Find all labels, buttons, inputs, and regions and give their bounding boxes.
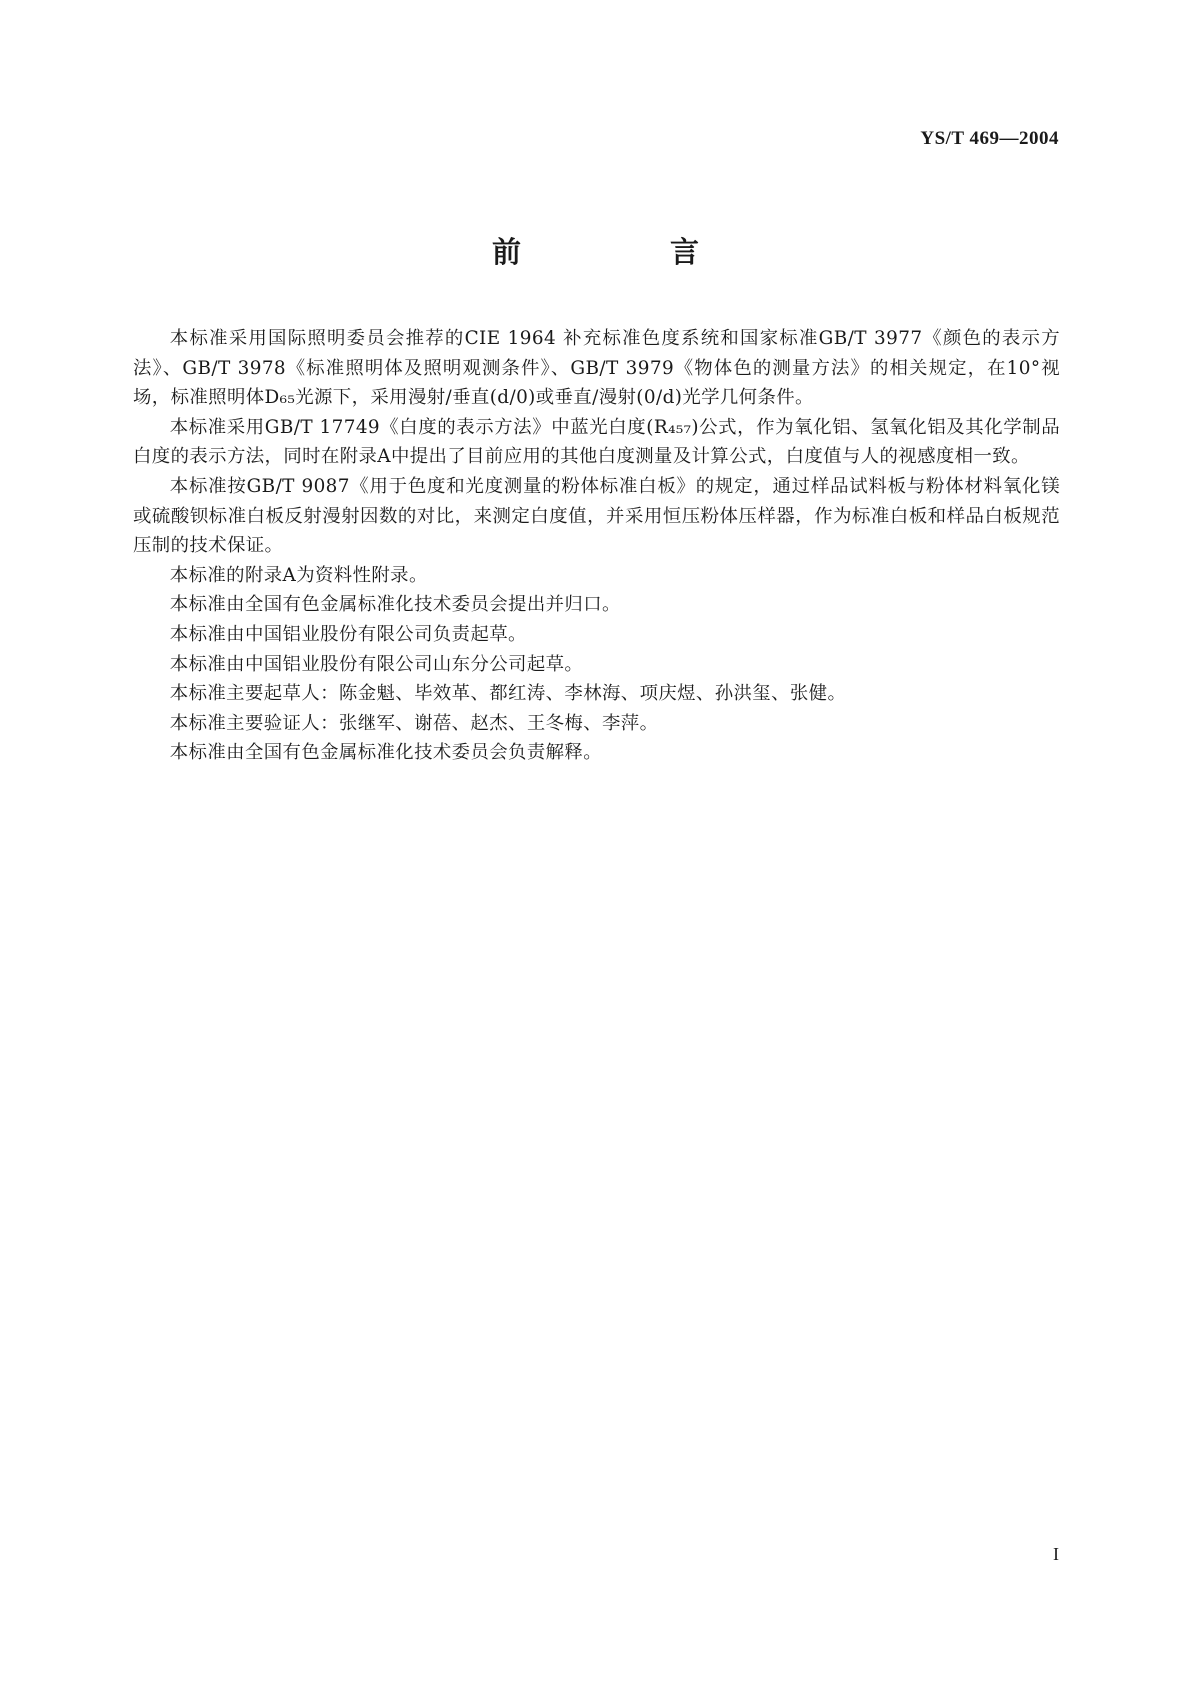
- paragraph: 本标准由全国有色金属标准化技术委员会负责解释。: [169, 742, 602, 764]
- page-title: 前 言: [491, 235, 759, 269]
- standard-number: YS/T 469—2004: [920, 128, 1059, 149]
- paragraph: 本标准主要起草人：陈金魁、毕效革、都红涛、李林海、项庆煜、孙洪玺、张健。: [169, 683, 847, 705]
- paragraph: 本标准采用GB/T 17749《白度的表示方法》中蓝光白度(R₄₅₇)公式，作为氧化铝、氢氧化铝及其化学制品白度的表示方法，同时在附录A中提出了目前应用的其他白度测量及计算公式，白度值与人的视感度相一致。: [133, 416, 1060, 468]
- paragraph: 本标准的附录A为资料性附录。: [169, 564, 428, 586]
- foreword-body: [133, 324, 1060, 768]
- paragraph: 本标准由中国铝业股份有限公司负责起草。: [169, 623, 527, 645]
- paragraph: 本标准按GB/T 9087《用于色度和光度测量的粉体标准白板》的规定，通过样品试料板与粉体材料氧化镁或硫酸钡标准白板反射漫射因数的对比，来测定白度值，并采用恒压粉体压样器，作为标准白板和样品白板规范压制的技术保证。: [133, 475, 1060, 557]
- paragraph: 本标准采用国际照明委员会推荐的CIE 1964 补充标准色度系统和国家标准GB/T 3977《颜色的表示方法》、GB/T 3978《标准照明体及照明观测条件》、GB/T 3979《物体色的测量方法》的相关规定，在10°视场，标准照明体D₆₅光源下，采用漫射/垂直(d/0)或垂直/漫射(0/d)光学几何条件。: [133, 328, 1060, 409]
- paragraph: 本标准由全国有色金属标准化技术委员会提出并归口。: [169, 594, 621, 616]
- paragraph: 本标准主要验证人：张继军、谢蓓、赵杰、王冬梅、李萍。: [169, 712, 659, 734]
- page-number: I: [1053, 1544, 1059, 1564]
- paragraph: 本标准由中国铝业股份有限公司山东分公司起草。: [169, 653, 584, 675]
